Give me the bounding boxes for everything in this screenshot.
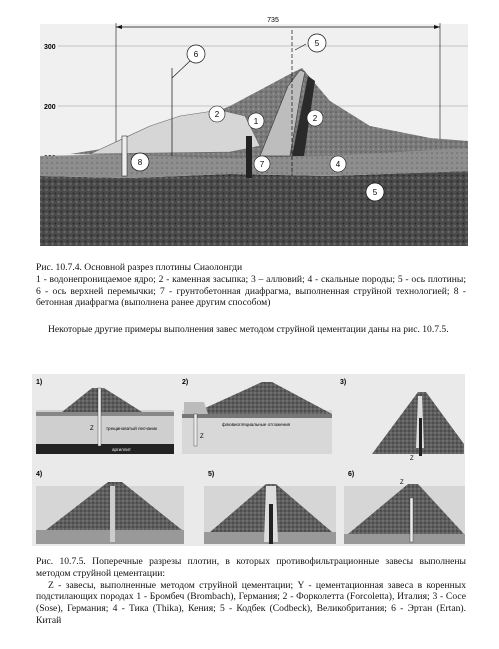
svg-text:Z: Z: [200, 434, 204, 440]
panel-3: [340, 379, 465, 462]
panel-1-label-a: трещиноватый песчаник: [106, 426, 158, 431]
figure2-caption-body: Z - завесы, выполненные методом струйной цементации; Y - цементационная завеса в коренных подстилающих породах 1 - Бромбеч (Brombach), Германия; 2 - Форколетта (Forcoletta), Италия; 3 - Сосе (Sose), Германия; 4 - Тика (Thika), Кения; 5 - Кодбек (Codbeck), Великобритания; 6 - Эртан (Ertan). Китай: [36, 579, 466, 626]
callout-1: 1: [253, 117, 259, 126]
figure2-caption: [36, 556, 466, 627]
callout-3: 4: [335, 160, 341, 169]
callout-6: 6: [193, 50, 199, 59]
svg-text:2): 2): [182, 379, 189, 386]
body-paragraph: Некоторые другие примеры выполнения завес методом струйной цементации даны на рис. 10.7.5.: [48, 324, 449, 335]
bedrock-layer: [40, 171, 468, 246]
svg-text:3): 3): [340, 379, 347, 386]
svg-text:5): 5): [208, 471, 215, 478]
figure-dam-section: [30, 6, 468, 246]
svg-text:Z: Z: [400, 480, 404, 486]
svg-text:6): 6): [348, 471, 355, 478]
svg-text:1): 1): [36, 379, 43, 386]
callout-5: 5: [314, 39, 320, 48]
figure1-caption: [36, 262, 466, 309]
svg-text:735: 735: [267, 17, 279, 24]
panel-2-label-a: флювиогляциальные отложения: [222, 422, 291, 427]
figure2-caption-title: Рис. 10.7.5. Поперечные разрезы плотин, в которых противофильтрационные завесы выполнены методом струйной цементации:: [36, 556, 466, 579]
svg-text:Z: Z: [90, 426, 94, 432]
figure1-caption-title: Рис. 10.7.4. Основной разрез плотины Сиаолонгди: [36, 262, 243, 273]
elevation-label: 300: [44, 44, 56, 51]
svg-text:Z: Z: [410, 456, 414, 462]
callout-8: 8: [137, 158, 143, 167]
svg-text:4): 4): [36, 471, 43, 478]
figure1-caption-body: 1 - водонепроницаемое ядро; 2 - каменная засыпка; 3 – аллювий; 4 - скальные породы; 5 - ось плотины; 6 - ось верхней перемычки; 7 - грунтобетонная диафрагма, выполненная струйной технологией; 8 - бетонная диафрагма (выполнена ранее другим способом): [36, 273, 466, 309]
figure-dam-examples: [32, 374, 465, 546]
panel-1-label-b: аргиллит: [112, 447, 131, 452]
concrete-diaphragm: [122, 136, 127, 176]
callout-2a: 2: [214, 110, 220, 119]
jet-grout-diaphragm: [246, 136, 252, 178]
callout-7: 7: [259, 160, 265, 169]
callout-2b: 2: [312, 114, 318, 123]
elevation-label: 200: [44, 104, 56, 111]
callout-4: 5: [372, 188, 378, 197]
